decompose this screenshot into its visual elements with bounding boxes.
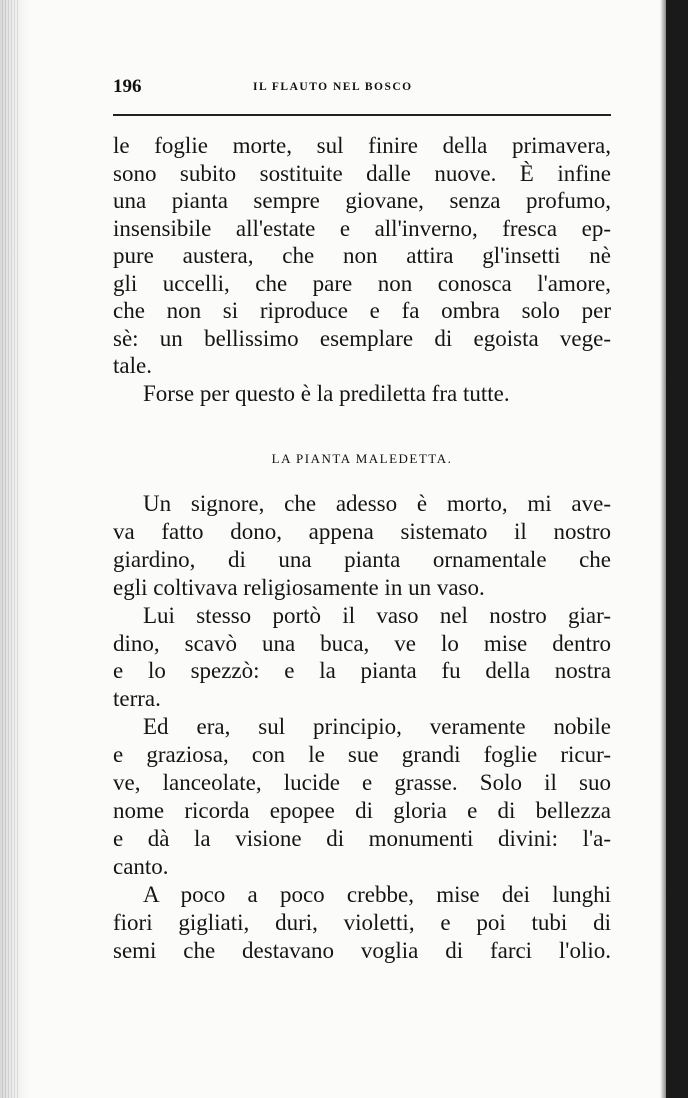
text-line: Un signore, che adesso è morto, mi ave-: [143, 491, 611, 516]
book-gutter: [0, 0, 30, 1098]
text-line: gli uccelli, che pare non conosca l'amore,: [113, 270, 611, 296]
text-line: semi che destavano voglia di farci l'olio.: [113, 937, 611, 963]
text-line: nome ricorda epopee di gloria e di bellezza: [113, 797, 611, 823]
body-text-top: [113, 132, 611, 407]
text-line: e lo spezzò: e la pianta fu della nostra: [113, 658, 611, 684]
text-line: Lui stesso portò il vaso nel nostro giar-: [143, 602, 611, 628]
text-line: tale.: [113, 353, 152, 378]
text-line: insensibile all'estate e all'inverno, fresca ep-: [113, 215, 611, 241]
text-line: terra.: [113, 686, 161, 712]
text-line: ve, lanceolate, lucide e grasse. Solo il suo: [113, 770, 611, 796]
text-line: sono subito sostituite dalle nuove. È infine: [113, 160, 611, 186]
text-line: dino, scavò una buca, ve lo mise dentro: [113, 630, 611, 656]
text-line: Ed era, sul principio, veramente nobile: [143, 714, 611, 740]
text-line: egli coltivava religiosamente in un vaso.: [113, 574, 485, 600]
page-header: [113, 76, 611, 104]
text-line: giardino, di una pianta ornamentale che: [113, 546, 611, 572]
text-line: sè: un bellissimo esemplare di egoista vege-: [113, 325, 611, 351]
text-line: e graziosa, con le sue grandi foglie ricur-: [113, 742, 611, 768]
text-line: A poco a poco crebbe, mise dei lunghi: [143, 881, 611, 907]
text-line: va fatto dono, appena sistemato il nostro: [113, 518, 611, 544]
page-number: 196: [113, 76, 142, 97]
text-line: canto.: [113, 853, 169, 879]
text-line: pure austera, che non attira gl'insetti nè: [113, 243, 611, 268]
text-line: che non si riproduce e fa ombra solo per: [113, 298, 611, 323]
text-line: fiori gigliati, duri, violetti, e poi tubi di: [113, 909, 611, 935]
header-rule: [113, 114, 611, 116]
text-line: le foglie morte, sul finire della primavera,: [113, 133, 611, 158]
text-line: e dà la visione di monumenti divini: l'a-: [113, 825, 611, 851]
text-line: Forse per questo è la prediletta fra tutte.: [143, 380, 510, 406]
running-title: IL FLAUTO NEL BOSCO: [253, 81, 413, 93]
section-title: LA PIANTA MALEDETTA.: [271, 451, 453, 466]
text-line: una pianta sempre giovane, senza profumo,: [113, 188, 611, 213]
page-edge: [666, 0, 688, 1098]
body-text-section: [113, 490, 611, 964]
